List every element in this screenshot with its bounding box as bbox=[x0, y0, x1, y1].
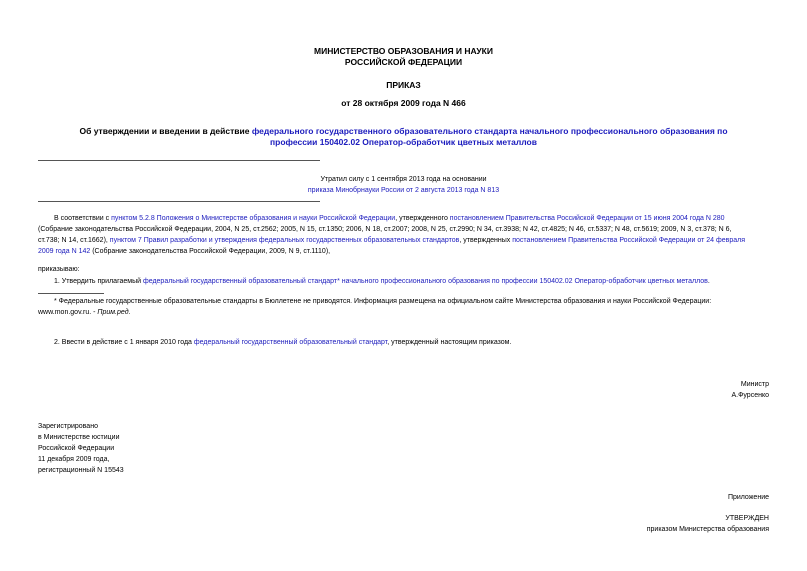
preamble-text-3: (Собрание законодательства Российской Федерации, 2004, N 25, ст.2562; 2005, N 15, ст.1350; 2006, N 18, ст.2007; 2008, N 25, ст.2990; N 34, ст.3938; N 42, ст.4825; N 46, ст.5337; N 48, ст.5619; 2009, N 3, ст.378; N 6, bbox=[38, 226, 732, 233]
registration-line-1: Зарегистрировано bbox=[38, 423, 98, 430]
signature bbox=[731, 379, 769, 401]
preamble-text-2: , утвержденного bbox=[395, 215, 450, 222]
title-standard-link[interactable]: федерального государственного образовательного стандарта начального профессионального образования по bbox=[251, 126, 728, 136]
registration-line-4: 11 декабря 2009 года, bbox=[38, 456, 110, 463]
decree-142-link[interactable]: постановлением Правительства Российской Федерации от 24 февраля bbox=[512, 237, 746, 244]
footnote-text: * Федеральные государственные образовательные стандарты в Бюллетене не приводятся. Информация размещена на официальном сайте Министерства образования и науки Российской Федерации: bbox=[54, 298, 712, 305]
signature-position: Министр bbox=[740, 381, 769, 388]
status-note-link[interactable]: приказа Минобрнауки России от 2 августа 2013 года N 813 bbox=[307, 187, 500, 194]
signature-name: А.Фурсенко bbox=[731, 392, 769, 399]
ministry-name bbox=[0, 46, 807, 68]
standard-link-2[interactable]: федеральный государственный образовательный стандарт bbox=[193, 339, 388, 346]
decree-280-link[interactable]: постановлением Правительства Российской Федерации от 15 июня 2004 года N 280 bbox=[449, 215, 725, 222]
divider-top bbox=[38, 160, 320, 161]
appendix-approved: УТВЕРЖДЕН bbox=[725, 515, 769, 522]
ministry-line-1: МИНИСТЕРСТВО ОБРАЗОВАНИЯ И НАУКИ bbox=[314, 46, 493, 56]
footnote bbox=[38, 296, 770, 318]
divider-bottom bbox=[38, 201, 320, 202]
item-1-end: . bbox=[707, 278, 710, 285]
regulation-link[interactable]: пунктом 5.2.8 Положения о Министерстве образования и науки Российской Федерации bbox=[111, 215, 396, 222]
footnote-divider bbox=[38, 293, 104, 294]
status-note-text: Утратил силу с 1 сентября 2013 года на основании bbox=[320, 176, 487, 183]
rules-link[interactable]: пунктом 7 Правил разработки и утверждения федеральных государственных образовательных стандартов bbox=[109, 237, 460, 244]
doc-title bbox=[0, 126, 807, 148]
footnote-site: www.mon.gov.ru. - bbox=[38, 309, 98, 316]
order-word: приказываю: bbox=[38, 266, 80, 273]
decree-142-link-cont[interactable]: 2009 года N 142 bbox=[38, 248, 91, 255]
registration-line-5: регистрационный N 15543 bbox=[38, 467, 124, 474]
status-note bbox=[0, 174, 807, 196]
item-1-text: 1. Утвердить прилагаемый bbox=[54, 278, 143, 285]
title-prefix: Об утверждении и введении в действие bbox=[79, 126, 252, 136]
standard-link[interactable]: федеральный государственный образовательный стандарт* начального профессионального образования по профессии 150402.02 Оператор-обработчик цветных металлов bbox=[142, 278, 708, 285]
preamble bbox=[38, 213, 770, 257]
registration-line-3: Российской Федерации bbox=[38, 445, 115, 452]
ministry-line-2: РОССИЙСКОЙ ФЕДЕРАЦИИ bbox=[344, 57, 463, 67]
registration-line-2: в Министерстве юстиции bbox=[38, 434, 120, 441]
title-standard-link-cont[interactable]: профессии 150402.02 Оператор-обработчик цветных металлов bbox=[270, 137, 537, 147]
registration bbox=[38, 421, 124, 476]
appendix-approval bbox=[647, 513, 769, 535]
doc-type: ПРИКАЗ bbox=[386, 80, 421, 90]
footnote-mark: Прим.ред. bbox=[97, 309, 131, 316]
appendix-by-order: приказом Министерства образования bbox=[646, 526, 769, 533]
item-2-text: 2. Ввести в действие с 1 января 2010 года bbox=[54, 339, 194, 346]
preamble-text-1: В соответствии с bbox=[54, 215, 112, 222]
item-1 bbox=[54, 276, 710, 287]
item-2 bbox=[54, 337, 511, 348]
doc-date: от 28 октября 2009 года N 466 bbox=[341, 98, 466, 108]
preamble-text-6: (Собрание законодательства Российской Федерации, 2009, N 9, ст.1110), bbox=[90, 248, 331, 255]
preamble-text-5: , утвержденных bbox=[459, 237, 513, 244]
item-2-end: , утвержденный настоящим приказом. bbox=[387, 339, 512, 346]
appendix-label: Приложение bbox=[727, 494, 769, 501]
preamble-text-4: ст.738; N 14, ст.1662), bbox=[38, 237, 110, 244]
